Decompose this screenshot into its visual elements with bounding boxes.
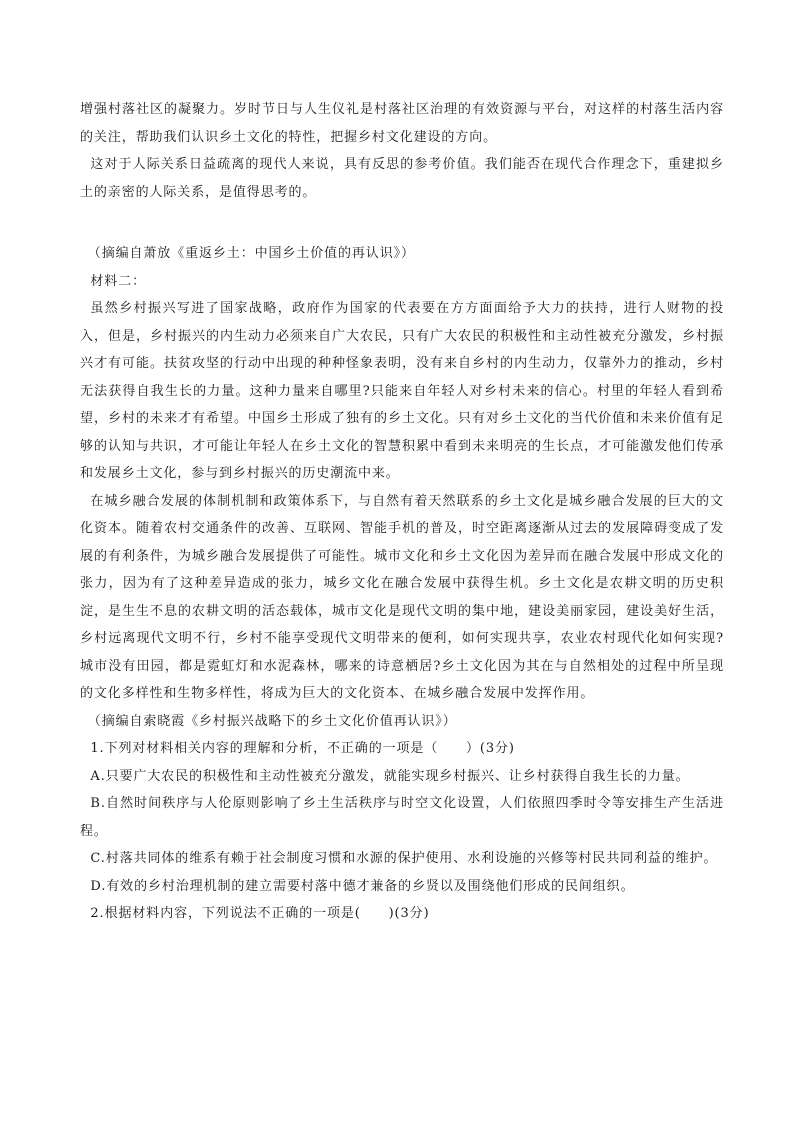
question-option: B.自然时间秩序与人伦原则影响了乡土生活秩序与时空文化设置，人们依照四季时令等安排生产生活进程。 bbox=[80, 796, 724, 839]
spacer bbox=[80, 206, 724, 240]
question-option: A.只要广大农民的积极性和主动性被充分激发，就能实现乡村振兴、让乡村获得自我生长的力量。 bbox=[90, 768, 690, 784]
question-stem: 2.根据材料内容，下列说法不正确的一项是( )(3分) bbox=[90, 906, 430, 921]
source-citation: （摘编自萧放《重返乡土：中国乡土价值的再认识》） bbox=[87, 246, 415, 261]
document-body bbox=[80, 96, 724, 928]
question-option: D.有效的乡村治理机制的建立需要村落中德才兼备的乡贤以及围绕他们形成的民间组织。 bbox=[90, 878, 635, 894]
body-paragraph: 增强村落社区的凝聚力。岁时节日与人生仪礼是村落社区治理的有效资源与平台，对这样的村落生活内容的关注，帮助我们认识乡土文化的特性，把握乡村文化建设的方向。 bbox=[80, 102, 724, 145]
body-paragraph: 在城乡融合发展的体制机制和政策体系下，与自然有着天然联系的乡土文化是城乡融合发展的巨大的文化资本。随着农村交通条件的改善、互联网、智能手机的普及，时空距离逐渐从过去的发展障碍变成了发展的有利条件，为城乡融合发展提供了可能性。城市文化和乡土文化因为差异而在融合发展中形成文化的张力，因为有了这种差异造成的张力，城乡文化在融合发展中获得生机。乡土文化是农耕文明的历史积淀，是生生不息的农耕文明的活态载体，城市文化是现代文明的集中地，建设美丽家园，建设美好生活，乡村远离现代文明不行，乡村不能享受现代文明带来的便利，如何实现共享，农业农村现代化如何实现?城市没有田园，都是霓虹灯和水泥森林，哪来的诗意栖居?乡土文化因为其在与自然相处的过程中所呈现的文化多样性和生物多样性，将成为巨大的文化资本、在城乡融合发展中发挥作用。 bbox=[80, 493, 724, 701]
section-heading: 材料二： bbox=[90, 273, 146, 289]
body-paragraph: 这对于人际关系日益疏离的现代人来说，具有反思的参考价值。我们能否在现代合作理念下，重建拟乡土的亲密的人际关系，是值得思考的。 bbox=[80, 157, 724, 200]
question-option: C.村落共同体的维系有赖于社会制度习惯和水源的保护使用、水利设施的兴修等村民共同利益的维护。 bbox=[90, 851, 718, 866]
source-citation: （摘编自索晓霞《乡村振兴战略下的乡土文化价值再认识》） bbox=[87, 713, 457, 729]
body-paragraph: 虽然乡村振兴写进了国家战略，政府作为国家的代表要在方方面面给予大力的扶持，进行人财物的投入，但是，乡村振兴的内生动力必须来自广大农民，只有广大农民的积极性和主动性被充分激发，乡村振兴才有可能。扶贫攻坚的行动中出现的种种怪象表明，没有来自乡村的内生动力，仅靠外力的推动，乡村无法获得自我生长的力量。这种力量来自哪里?只能来自年轻人对乡村未来的信心。村里的年轻人看到希望，乡村的未来才有希望。中国乡土形成了独有的乡土文化。只有对乡土文化的当代价值和未来价值有足够的认知与共识，才可能让年轻人在乡土文化的智慧积累中看到未来明亮的生长点，才可能激发他们传承和发展乡土文化，参与到乡村振兴的历史潮流中来。 bbox=[80, 301, 724, 481]
question-stem: 1.下列对材料相关内容的理解和分析，不正确的一项是（ ）(3分) bbox=[90, 741, 515, 756]
